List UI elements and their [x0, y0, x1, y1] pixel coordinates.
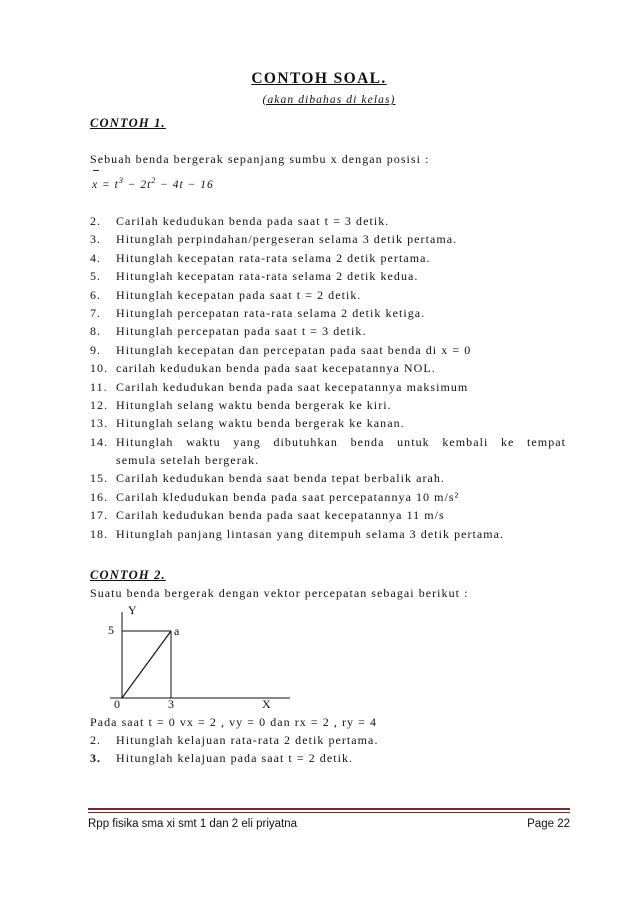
vector-bar — [93, 170, 99, 171]
contoh1-question-list — [90, 212, 570, 543]
list-item: 13. Hitunglah selang waktu benda bergerak ke kanan. — [90, 416, 405, 431]
list-item: 6. Hitunglah kecepatan pada saat t = 2 detik. — [90, 287, 362, 302]
list-item: 4. Hitunglah kecepatan rata-rata selama 2 detik pertama. — [90, 250, 431, 265]
list-item: 3. Hitunglah perpindahan/pergeseran selama 3 detik pertama. — [90, 232, 458, 247]
list-item: 11. Carilah kedudukan benda pada saat kecepatannya maksimum — [90, 379, 469, 394]
list-item: 2. Hitunglah kelajuan rata-rata 2 detik pertama. — [90, 733, 379, 747]
footer-rule-thin — [88, 812, 570, 813]
list-item: 10. carilah kedudukan benda pada saat kecepatannya NOL. — [90, 361, 436, 376]
acceleration-graph — [90, 600, 310, 712]
point-label: a — [174, 624, 180, 638]
footer-left-text: Rpp fisika sma xi smt 1 dan 2 eli priyatna — [88, 818, 298, 830]
list-item: 12. Hitunglah selang waktu benda bergerak ke kiri. — [90, 397, 392, 412]
page-title: CONTOH SOAL. — [251, 70, 387, 87]
y-tick-label: 5 — [108, 623, 114, 637]
list-item: 2. Carilah kedudukan benda pada saat t = 3 detik. — [90, 214, 390, 228]
formula-lhs: x = t — [92, 178, 119, 191]
list-item: 9. Hitunglah kecepatan dan percepatan pada saat benda di x = 0 — [90, 342, 472, 357]
page-subtitle: (akan dibahas di kelas) — [262, 94, 396, 106]
list-item: 17. Carilah kedudukan benda pada saat kecepatannya 11 m/s — [90, 508, 445, 523]
list-item: 18. Hitunglah panjang lintasan yang ditempuh selama 3 detik pertama. — [90, 526, 505, 541]
list-item: 8. Hitunglah percepatan pada saat t = 3 detik. — [90, 324, 367, 339]
x-axis-label: X — [262, 697, 271, 711]
acceleration-line — [122, 631, 171, 698]
list-item: 5. Hitunglah kecepatan rata-rata selama 2 detik kedua. — [90, 269, 419, 284]
contoh1-intro: Sebuah benda bergerak sepanjang sumbu x dengan posisi : — [90, 152, 430, 166]
formula-exp1: 3 — [118, 176, 124, 185]
x-tick-label: 3 — [168, 697, 174, 711]
y-axis-label: Y — [128, 603, 137, 617]
initial-conditions: Pada saat t = 0 vx = 2 , vy = 0 dan rx = 2 , ry = 4 — [90, 715, 378, 729]
contoh1-heading: CONTOH 1. — [90, 116, 166, 130]
origin-label: 0 — [114, 697, 120, 711]
contoh2-question-list — [90, 731, 570, 768]
footer-page-number: Page 22 — [527, 818, 570, 830]
list-item: 14. Hitunglah waktu yang dibutuhkan benda untuk kembali ke tempat semula setelah bergerak. — [90, 434, 566, 468]
list-item: 7. Hitunglah percepatan rata-rata selama 2 detik ketiga. — [90, 305, 426, 320]
position-formula — [92, 176, 214, 191]
contoh2-intro: Suatu benda bergerak dengan vektor percepatan sebagai berikut : — [90, 586, 469, 600]
contoh2-heading: CONTOH 2. — [90, 568, 166, 582]
list-item: 16. Carilah kledudukan benda pada saat percepatannya 10 m/s² — [90, 489, 460, 504]
formula-exp2: 2 — [151, 176, 157, 185]
list-item: 3. Hitunglah kelajuan pada saat t = 2 detik. — [90, 751, 354, 766]
formula-rhs: − 4t − 16 — [156, 178, 214, 191]
footer-rule-thick — [88, 808, 570, 810]
list-item: 15. Carilah kedudukan benda saat benda tepat berbalik arah. — [90, 471, 445, 486]
formula-mid: − 2t — [123, 178, 152, 191]
